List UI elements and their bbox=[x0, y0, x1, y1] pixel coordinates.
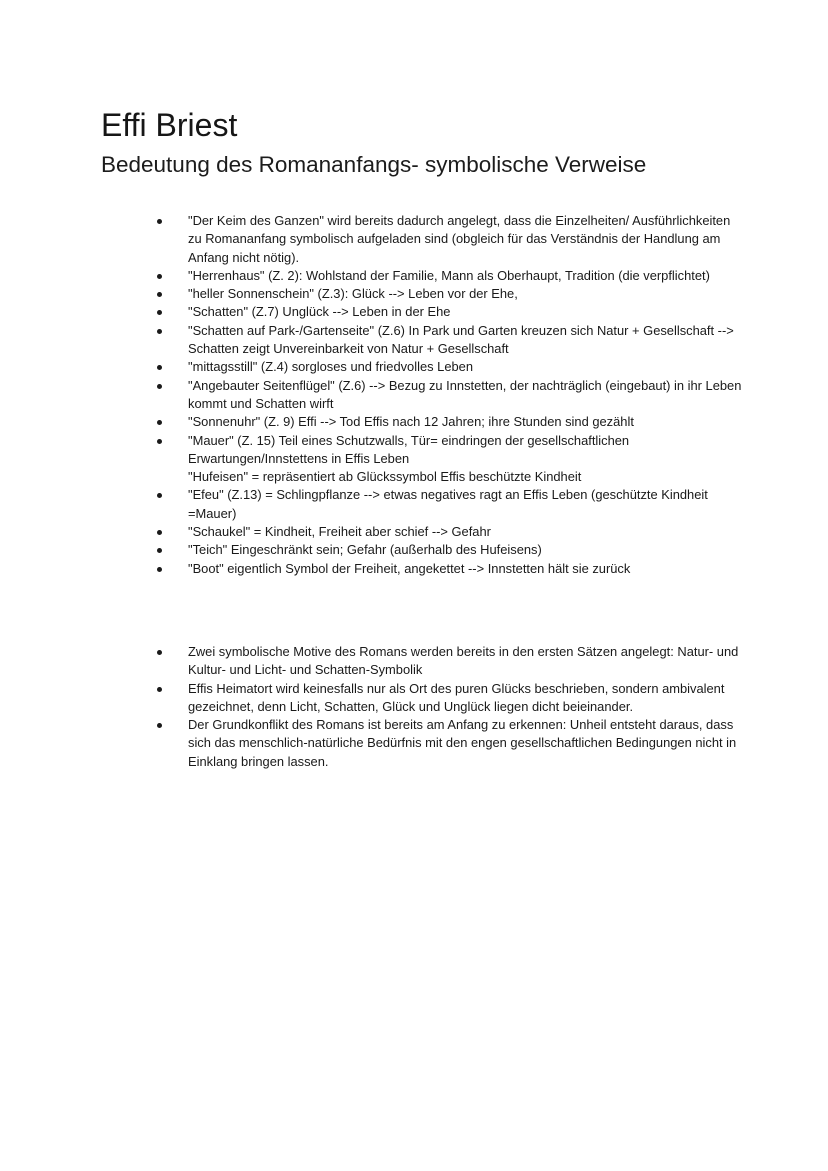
bullet-icon bbox=[157, 365, 162, 370]
bullet-icon bbox=[157, 723, 162, 728]
list-item-text: "Herrenhaus" (Z. 2): Wohlstand der Familie, Mann als Oberhaupt, Tradition (die verpflichtet) bbox=[188, 267, 710, 283]
list-item-text: "Schatten" (Z.7) Unglück --> Leben in der Ehe bbox=[188, 304, 451, 320]
list-item bbox=[0, 358, 740, 376]
list-item-text: Zwei symbolische Motive des Romans werden bereits in den ersten Sätzen angelegt: Natur- und Kultur- und Licht- und Schatten-Symbolik bbox=[188, 644, 739, 678]
symbol-list bbox=[0, 212, 828, 578]
list-item bbox=[0, 377, 744, 414]
bullet-icon bbox=[157, 310, 162, 315]
bullet-icon bbox=[157, 420, 162, 425]
list-item bbox=[0, 680, 740, 717]
list-item-text: Der Grundkonflikt des Romans ist bereits am Anfang zu erkennen: Unheil entsteht daraus, dass sich das menschlich-natürliche Bedürfnis mit den engen gesellschaftlichen Bedingungen nicht in Einklang bringen lassen. bbox=[188, 717, 737, 769]
bullet-icon bbox=[157, 567, 162, 572]
bullet-icon bbox=[157, 274, 162, 279]
list-item bbox=[0, 322, 740, 359]
list-item-text: Effis Heimatort wird keinesfalls nur als Ort des puren Glücks beschrieben, sondern ambivalent gezeichnet, denn Licht, Schatten, Glück und Unglück liegen dicht beieinander. bbox=[188, 680, 725, 714]
bullet-icon bbox=[157, 650, 162, 655]
list-item-text: "Schaukel" = Kindheit, Freiheit aber schief --> Gefahr bbox=[188, 524, 491, 540]
document-title: Effi Briest bbox=[101, 107, 238, 143]
list-item bbox=[0, 413, 740, 431]
bullet-icon bbox=[157, 687, 162, 692]
document-subtitle: Bedeutung des Romananfangs- symbolische Verweise bbox=[101, 152, 647, 177]
list-item-text: "Boot" eigentlich Symbol der Freiheit, angekettet --> Innstetten hält sie zurück bbox=[188, 560, 631, 576]
list-item-text: "Schatten auf Park-/Gartenseite" (Z.6) In Park und Garten kreuzen sich Natur + Gesellschaft --> Schatten zeigt Unvereinbarkeit von Natur + Gesellschaft bbox=[188, 322, 734, 357]
list-item-text: "Teich" Eingeschränkt sein; Gefahr (außerhalb des Hufeisens) bbox=[188, 542, 542, 558]
list-item bbox=[0, 212, 744, 267]
list-item-text: "Mauer" (Z. 15) Teil eines Schutzwalls, Tür= eindringen der gesellschaftlichen Erwartungen/Innstettens in Effis Leben bbox=[188, 432, 630, 466]
list-item bbox=[0, 432, 740, 487]
bullet-icon bbox=[157, 530, 162, 535]
bullet-icon bbox=[157, 439, 162, 444]
bullet-icon bbox=[157, 292, 162, 297]
list-item bbox=[0, 560, 740, 578]
bullet-icon bbox=[157, 219, 162, 224]
summary-list bbox=[0, 643, 828, 771]
list-item bbox=[0, 303, 740, 321]
list-item-text: "Der Keim des Ganzen" wird bereits dadurch angelegt, dass die Einzelheiten/ Ausführlichkeiten zu Romananfang symbolisch aufgeladen sind (obgleich für das Verständnis der Handlung am Anfang nicht nötig). bbox=[188, 213, 731, 265]
list-item bbox=[0, 643, 740, 680]
list-item-text: "Efeu" (Z.13) = Schlingpflanze --> etwas negatives ragt an Effis Leben (geschützte Kindheit =Mauer) bbox=[188, 487, 708, 521]
list-item bbox=[0, 541, 740, 559]
list-item-text: "Sonnenuhr" (Z. 9) Effi --> Tod Effis nach 12 Jahren; ihre Stunden sind gezählt bbox=[188, 414, 634, 430]
bullet-icon bbox=[157, 384, 162, 389]
list-item bbox=[0, 486, 740, 523]
bullet-icon bbox=[157, 493, 162, 498]
list-item-continuation: "Hufeisen" = repräsentiert ab Glückssymbol Effis beschützte Kindheit bbox=[188, 469, 582, 485]
bullet-icon bbox=[157, 548, 162, 553]
list-item-text: "heller Sonnenschein" (Z.3): Glück --> Leben vor der Ehe, bbox=[188, 286, 518, 302]
list-item-text: "Angebauter Seitenflügel" (Z.6) --> Bezug zu Innstetten, der nachträglich (eingebaut) in ihr Leben kommt und Schatten wirft bbox=[188, 377, 742, 411]
list-item bbox=[0, 285, 740, 303]
bullet-icon bbox=[157, 329, 162, 334]
list-item bbox=[0, 523, 740, 541]
list-item-text: "mittagsstill" (Z.4) sorgloses und friedvolles Leben bbox=[188, 359, 473, 375]
list-item bbox=[0, 267, 740, 285]
list-item bbox=[0, 716, 740, 771]
